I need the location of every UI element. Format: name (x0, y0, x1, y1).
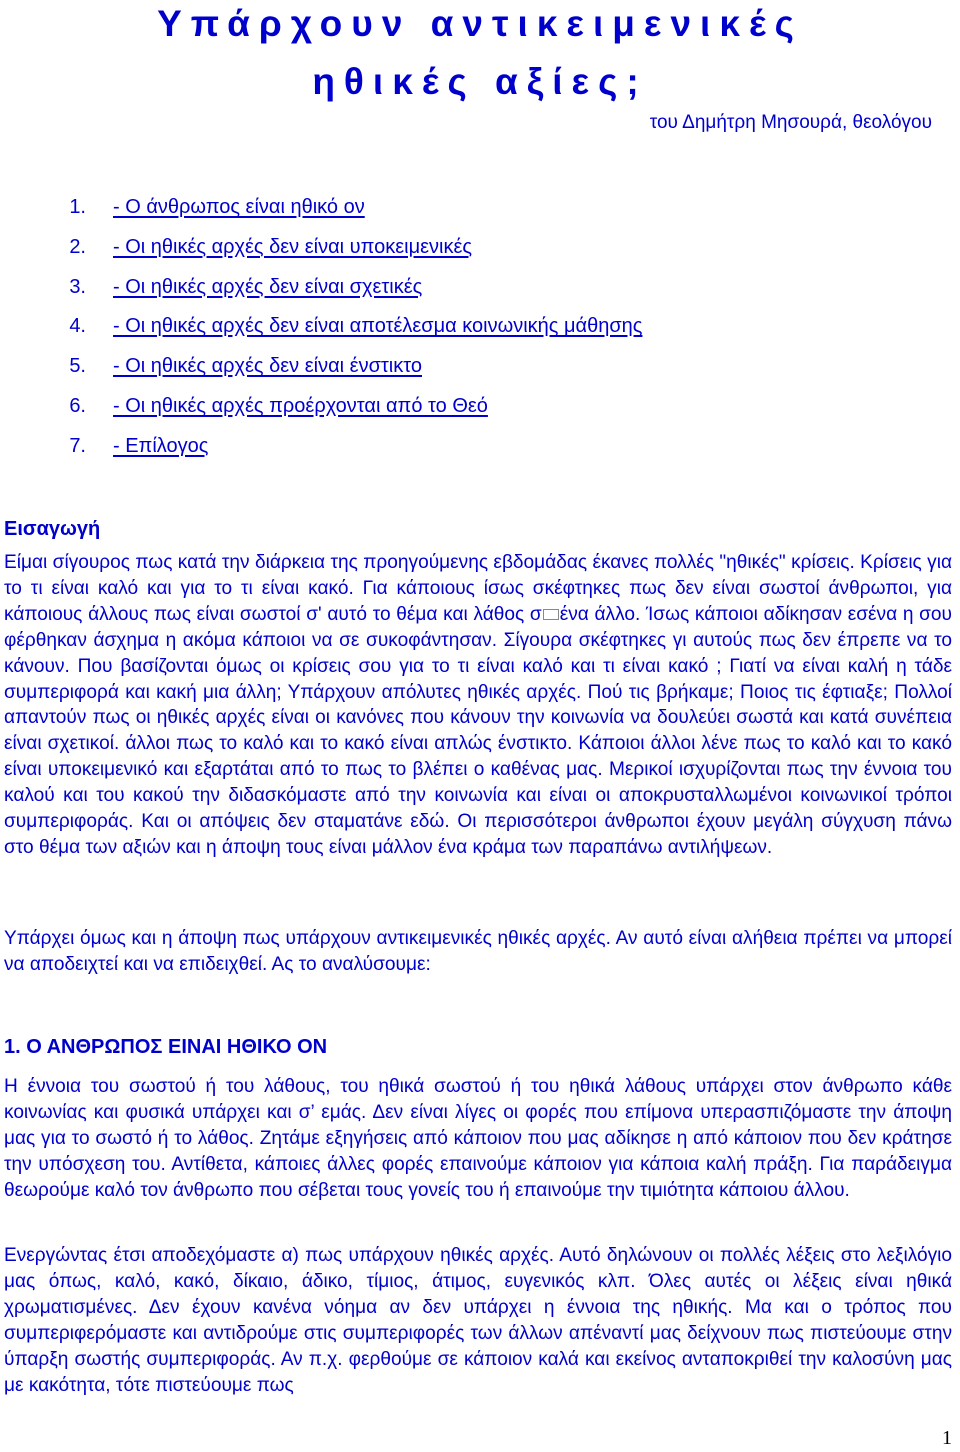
objective-view-paragraph: Υπάρχει όμως και η άποψη πως υπάρχουν αντικειμενικές ηθικές αρχές. Αν αυτό είναι αλήθεια πρέπει να μπορεί να αποδειχτεί και να επιδειχθεί. Ας το αναλύσουμε: (4, 928, 952, 975)
author-byline: του Δημήτρη Μησουρά, θεολόγου (649, 112, 932, 133)
toc-link[interactable]: - Επίλογος (113, 434, 209, 457)
section-1-paragraph-2: Ενεργώντας έτσι αποδεχόμαστε α) πως υπάρχουν ηθικές αρχές. Αυτό δηλώνουν οι πολλές λέξεις στο λεξιλόγιο μας όπως, καλό, κακό, δίκαιο, άδικο, τίμιος, άτιμος, ευγενικός κλπ. Όλες αυτές οι λέξεις είναι ηθικά χρωματισμένες. Δεν έχουν κανένα νόημα αν δεν υπάρχει η έννοια της ηθικής. Μα και ο τρόπος που συμπεριφερόμαστε και αντιδρούμε στις συμπεριφορές των άλλων απέναντί μας δείχνουν πως πιστεύουμε στην ύπαρξη σωστής συμπεριφοράς. Αν π.χ. φερθούμε σε κάποιον καλά και εκείνος ανταποκριθεί την καλοσύνη μας με κακότητα, τότε πιστεύουμε πως (4, 1245, 952, 1396)
toc-item[interactable] (28, 272, 948, 312)
page-number: 1 (942, 1427, 952, 1449)
toc-item[interactable] (28, 232, 948, 272)
toc-item[interactable] (28, 391, 948, 431)
toc-link[interactable]: - Οι ηθικές αρχές προέρχονται από το Θεό (113, 394, 488, 417)
toc-link[interactable]: - Οι ηθικές αρχές δεν είναι αποτέλεσμα κοινωνικής μάθησης (113, 315, 643, 338)
toc-number: 1. (69, 196, 86, 218)
document-title-line-1: Υπάρχουν αντικειμενικές (157, 3, 803, 44)
document-title-line-2: ηθικές αξίες; (312, 61, 648, 102)
toc-number: 6. (69, 394, 86, 417)
toc-item[interactable] (28, 431, 948, 471)
section-1-heading: 1. Ο ΑΝΘΡΩΠΟΣ ΕΙΝΑΙ ΗΘΙΚΟ ΟΝ (4, 1036, 328, 1058)
toc-link[interactable]: - Οι ηθικές αρχές δεν είναι σχετικές (113, 275, 423, 298)
comment-note-icon[interactable] (543, 609, 559, 620)
toc-link[interactable]: - Οι ηθικές αρχές δεν είναι υποκειμενικές (113, 235, 473, 258)
table-of-contents (28, 192, 948, 471)
toc-number: 5. (69, 355, 86, 378)
toc-link[interactable]: - Ο άνθρωπος είναι ηθικό ον (113, 196, 365, 218)
toc-number: 4. (69, 315, 86, 338)
intro-heading: Εισαγωγή (4, 518, 101, 540)
intro-paragraph (4, 550, 952, 861)
toc-item[interactable] (28, 351, 948, 391)
toc-number: 3. (69, 275, 86, 298)
toc-number: 7. (69, 434, 86, 457)
toc-item[interactable] (28, 311, 948, 351)
section-1-paragraph-1: Η έννοια του σωστού ή του λάθους, του ηθικά σωστού ή του ηθικά λάθους υπάρχει στον άνθρωπο κάθε κοινωνίας και φυσικά υπάρχει και σ’ εμάς. Δεν είναι λίγες οι φορές που επίμονα υπερασπιζόμαστε την άποψη μας για το σωστό ή το λάθος. Ζητάμε εξηγήσεις από κάποιον που μας αδίκησε η από κάποιον που δεν κράτησε την υπόσχεση του. Αντίθετα, κάποιες άλλες φορές επαινούμε κάποιον για κάποια καλή πράξη. Για παράδειγμα θεωρούμε καλό τον άνθρωπο που σέβεται τους γονείς του ή επαινούμε την τιμιότητα κάποιου άλλου. (4, 1076, 952, 1201)
intro-paragraph-part-a: Είμαι σίγουρος πως κατά την διάρκεια της προηγούμενης εβδομάδας έκανες πολλές "ηθικές" κρίσεις. Κρίσεις για το τι είναι καλό και για το τι είναι κακό. Για κάποιους ίσως σκέφτηκες πως δεν είναι σωστοί άνθρωποι, για κάποιους άλλους πως είναι σωστοί σ' αυτό το θέμα και λάθος σ (4, 552, 952, 625)
toc-link[interactable]: - Οι ηθικές αρχές δεν είναι ένστικτο (113, 355, 422, 378)
toc-item[interactable] (28, 192, 948, 232)
intro-paragraph-part-b: ένα άλλο. Ίσως κάποιοι αδίκησαν εσένα η σου φέρθηκαν άσχημα η ακόμα κάποιοι να σε συκοφάντησαν. Σίγουρα σκέφτηκες γι αυτούς πως δεν έπρεπε να το κάνουν. Που βασίζονται όμως οι κρίσεις σου για το τι είναι καλό και τι είναι κακό ; Γιατί να είναι καλή η τάδε συμπεριφορά και κακή μια άλλη; Υπάρχουν απόλυτες ηθικές αρχές. Πού τις βρήκαμε; Ποιος τις έφτιαξε; Πολλοί απαντούν πως οι ηθικές αρχές είναι οι κανόνες που κάνουν την κοινωνία να δουλεύει σωστά και κατά συνέπεια είναι σχετικοί. άλλοι πως το καλό και το κακό είναι απλώς ένστικτο. Κάποιοι άλλοι λένε πως το καλό και το κακό είναι υποκειμενικό και εξαρτάται από το πως το βλέπει ο καθένας μας. Μερικοί ισχυρίζονται πως την έννοια του καλού και του κακού την διδασκόμαστε από την κοινωνία και είναι οι αποκρυσταλλωμένοι κοινωνικοί τρόποι συμπεριφοράς. Και οι απόψεις δεν σταματάνε εδώ. Οι περισσότεροι άνθρωποι έχουν μεγάλη σύγχυση πάνω στο θέμα των αξιών και η άποψη τους είναι μάλλον ένα κράμα των παραπάνω αντιλήψεων. (4, 603, 952, 858)
toc-number: 2. (69, 235, 86, 258)
